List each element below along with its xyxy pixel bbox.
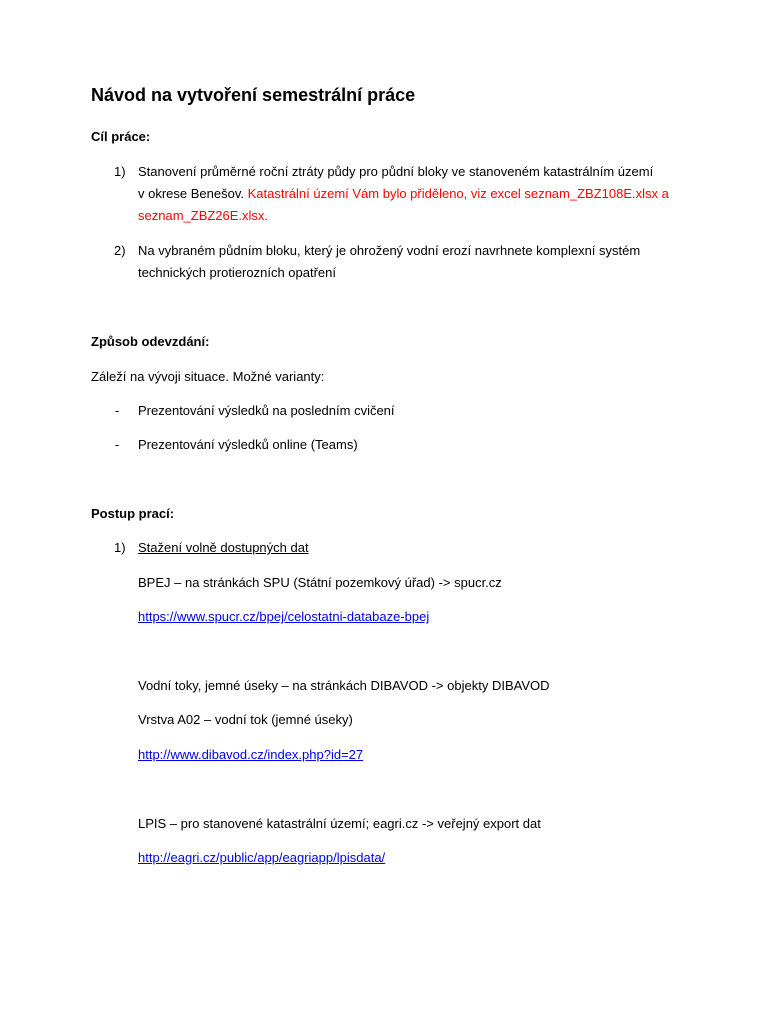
- submission-intro: Záleží na vývoji situace. Možné varianty:: [91, 369, 325, 384]
- goal-item-1-assignment-note: Katastrální území Vám bylo přiděleno, viz excel seznam_ZBZ108E.xlsx a: [247, 186, 669, 201]
- goal-heading: Cíl práce:: [91, 129, 151, 144]
- lpis-description: LPIS – pro stanovené katastrální území; eagri.cz -> veřejný export dat: [138, 816, 541, 831]
- bpej-description: BPEJ – na stránkách SPU (Státní pozemkový úřad) -> spucr.cz: [138, 575, 502, 590]
- procedure-step-1-title: Stažení volně dostupných dat: [138, 540, 309, 555]
- goal-item-1-number: 1): [114, 164, 126, 179]
- goal-item-1-line-3: seznam_ZBZ26E.xlsx.: [138, 208, 269, 223]
- submission-heading: Způsob odevzdání:: [91, 334, 210, 349]
- submission-option-2-bullet: -: [115, 437, 120, 452]
- dibavod-description: Vodní toky, jemné úseky – na stránkách DIBAVOD -> objekty DIBAVOD: [138, 678, 550, 693]
- goal-item-2-line-1: Na vybraném půdním bloku, který je ohrožený vodní erozí navrhnete komplexní systém: [138, 243, 641, 258]
- bpej-link[interactable]: https://www.spucr.cz/bpej/celostatni-databaze-bpej: [138, 609, 430, 624]
- dibavod-link[interactable]: http://www.dibavod.cz/index.php?id=27: [138, 747, 364, 762]
- lpis-link[interactable]: http://eagri.cz/public/app/eagriapp/lpisdata/: [138, 850, 386, 865]
- goal-item-2-number: 2): [114, 243, 126, 258]
- goal-item-2-line-2: technických protierozních opatření: [138, 265, 336, 280]
- goal-item-1-line-2: [138, 185, 669, 203]
- goal-item-1-line-2-text: v okrese Benešov.: [138, 186, 244, 201]
- submission-option-1-bullet: -: [115, 403, 120, 418]
- submission-option-2: Prezentování výsledků online (Teams): [138, 437, 358, 452]
- procedure-heading: Postup prací:: [91, 506, 175, 521]
- submission-option-1: Prezentování výsledků na posledním cvičení: [138, 403, 395, 418]
- dibavod-layer: Vrstva A02 – vodní tok (jemné úseky): [138, 712, 353, 727]
- document-title: Návod na vytvoření semestrální práce: [91, 85, 416, 105]
- goal-item-1-line-1: Stanovení průměrné roční ztráty půdy pro půdní bloky ve stanoveném katastrálním území: [138, 164, 654, 179]
- procedure-step-1-number: 1): [114, 540, 126, 555]
